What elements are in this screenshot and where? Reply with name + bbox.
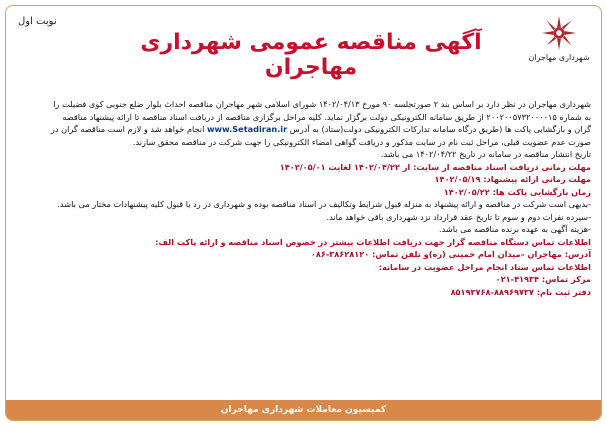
note-line: -هزینه آگهی به عهده برنده مناقصه می باشد.: [439, 224, 591, 234]
ad-body: [16, 98, 591, 298]
deadline-proposal: مهلت زمانی ارائه پیشنهاد: ۱۴۰۲/۰۵/۱۹: [434, 174, 591, 184]
ad-page: [5, 5, 602, 421]
sunburst-emblem-icon: [540, 14, 578, 52]
body-line: صورت عدم عضویت قبلی، مراحل ثبت نام در سایت مذکور و دریافت گواهی امضاء الکترونیکی را جهت شرکت در مناقصه محقق سازند.: [132, 136, 591, 147]
registration-office: دفتر ثبت نام: ۸۸۹۶۹۷۳۷-۸۵۱۹۳۷۶۸: [450, 286, 591, 297]
setad-website-link[interactable]: www.Setadiran.ir: [206, 124, 288, 134]
body-line: تاریخ انتشار مناقصه در سامانه در تاریخ ۱۴۰۲/۰۴/۲۲ می باشد.: [380, 149, 591, 159]
ad-footer: کمیسیون معاملات شهرداری مهاجران: [6, 400, 601, 420]
call-center: مرکز تماس: ۴۱۹۳۴-۰۲۱: [495, 274, 591, 284]
contact-info-label: اطلاعات تماس ستاد انجام مراحل عضویت در سامانه:: [378, 261, 591, 272]
municipality-logo: [527, 14, 591, 62]
deadline-opening: زمان بازگشایی پاکت ها: ۱۴۰۲/۰۵/۲۲: [443, 186, 591, 197]
body-line: انجام خواهد شد و لازم است مناقصه گران در: [50, 124, 205, 134]
body-line: به شماره ۲۰۰۲۰۰۵۷۳۲۰۰۰۰۱۵ از طریق سامانه الکترونیکی دولت برگزار نماید. کلیه مراحل برگزاری مناقصه از دریافت اسناد مناقصه تا ارائه پیشنهاد مناقصه: [62, 111, 591, 122]
body-line: گران و بازگشایی پاکت ها (طریق درگاه سامانه تدارکات الکترونیکی دولت(ستاد) به آدرس: [289, 124, 591, 134]
note-line: -بدیهی است شرکت در مناقصه و ارائه پیشنهاد به منزله قبول شرایط وتکالیف در اسناد مناقصه بوده و شهرداری در رد یا قبول کلیه پیشنهادات مختار می باشد.: [57, 199, 591, 209]
deadline-docs: مهلت زمانی دریافت اسناد مناقصه از سایت: از ۱۴۰۲/۰۴/۲۲ لغایت ۱۴۰۲/۰۵/۰۱: [279, 161, 591, 172]
edition-tag: نوبت اول: [18, 16, 57, 27]
logo-caption: شهرداری مهاجران: [528, 53, 590, 62]
body-line: شهرداری مهاجران در نظر دارد بر اساس بند ۲ صورتجلسه ۹۰ مورخ ۱۴۰۲/۰۴/۱۳ شورای اسلامی شهر مهاجران مناقصه احداث بلوار ضلع جنوبی کوی فضیلت را: [53, 99, 591, 109]
address-line: آدرس: مهاجران –میدان امام خمینی (ره)و تلفن تماس: ۳۸۶۲۸۱۲۰-۰۸۶: [310, 249, 591, 259]
note-line: -سپرده نفرات دوم و سوم تا تاریخ عقد قرارداد نزد شهرداری باقی خواهد ماند.: [326, 211, 591, 222]
ad-header: [6, 6, 601, 84]
ad-title: آگهی مناقصه عمومی شهرداری مهاجران: [140, 30, 482, 80]
contact-heading: اطلاعات تماس دستگاه مناقصه گزار جهت دریافت اطلاعات بیشتر در خصوص اسناد مناقصه و ارائه پاکت الف:: [155, 236, 591, 247]
